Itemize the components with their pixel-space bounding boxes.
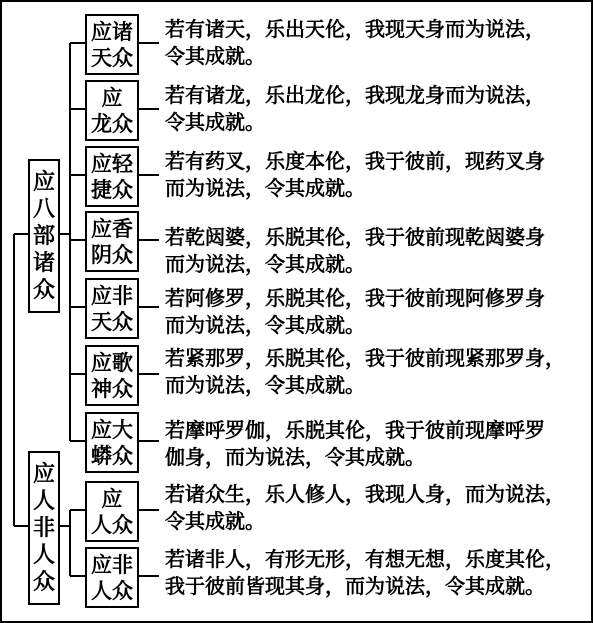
desc-line: 而为说法，令其成就。 bbox=[165, 313, 365, 337]
item-label-line: 天众 bbox=[91, 309, 133, 334]
desc-line: 若紧那罗，乐脱其伦，我于彼前现紧那罗身， bbox=[165, 346, 565, 370]
desc-line: 若摩呼罗伽，乐脱其伦，我于彼前现摩呼罗 bbox=[165, 418, 545, 442]
item-box-mahoragas bbox=[85, 412, 139, 473]
group-box-humans-nonhumans bbox=[28, 451, 60, 605]
desc-line: 而为说法，令其成就。 bbox=[165, 252, 365, 276]
group-char: 人 bbox=[32, 488, 55, 514]
group-char: 众 bbox=[32, 569, 55, 595]
item-desc-nonhumans bbox=[165, 546, 593, 600]
item-desc-mahoragas bbox=[165, 417, 593, 471]
desc-line: 令其成就。 bbox=[165, 44, 265, 68]
item-desc-gandharvas bbox=[165, 224, 593, 278]
item-label-line: 人众 bbox=[91, 512, 133, 537]
item-label-line: 应香 bbox=[91, 216, 133, 241]
desc-line: 若有诸龙，乐出龙伦，我现龙身而为说法， bbox=[165, 83, 545, 107]
item-desc-humans bbox=[165, 481, 593, 535]
item-desc-kinnaras bbox=[165, 345, 593, 399]
item-label-line: 应 bbox=[101, 85, 123, 110]
item-label-line: 应轻 bbox=[91, 151, 133, 176]
item-box-asuras bbox=[85, 278, 139, 339]
item-box-devas bbox=[85, 14, 139, 75]
desc-line: 若诸非人，有形无形，有想无想，乐度其伦， bbox=[165, 547, 565, 571]
group-char: 部 bbox=[32, 223, 55, 249]
group-char: 八 bbox=[32, 196, 55, 222]
item-label-line: 捷众 bbox=[91, 177, 133, 202]
desc-line: 伽身，而为说法，令其成就。 bbox=[165, 445, 425, 469]
group-char: 人 bbox=[32, 542, 55, 568]
item-desc-dragons bbox=[165, 82, 593, 136]
item-label-line: 龙众 bbox=[91, 111, 133, 136]
group-char: 非 bbox=[32, 515, 55, 541]
item-desc-devas bbox=[165, 16, 593, 70]
desc-line: 若诸众生，乐人修人，我现人身，而为说法， bbox=[165, 482, 565, 506]
desc-line: 令其成就。 bbox=[165, 509, 265, 533]
item-label-line: 应歌 bbox=[91, 350, 133, 375]
item-label-line: 蟒众 bbox=[91, 443, 133, 468]
item-label-line: 应非 bbox=[91, 552, 133, 577]
item-label-line: 天众 bbox=[91, 45, 133, 70]
item-label-line: 人众 bbox=[91, 578, 133, 603]
item-desc-asuras bbox=[165, 285, 593, 339]
item-box-yakshas bbox=[85, 146, 139, 207]
desc-line: 若阿修罗，乐脱其伦，我于彼前现阿修罗身 bbox=[165, 286, 545, 310]
desc-line: 我于彼前皆现其身，而为说法，令其成就。 bbox=[165, 574, 545, 598]
item-box-humans bbox=[85, 481, 139, 542]
item-label-line: 神众 bbox=[91, 376, 133, 401]
group-char: 应 bbox=[32, 169, 55, 195]
desc-line: 若有药叉，乐度本伦，我于彼前，现药叉身 bbox=[165, 149, 545, 173]
item-box-dragons bbox=[85, 80, 139, 141]
desc-line: 而为说法，令其成就。 bbox=[165, 176, 365, 200]
group-char: 诸 bbox=[32, 250, 55, 276]
item-box-gandharvas bbox=[85, 211, 139, 272]
item-label-line: 应 bbox=[101, 486, 123, 511]
desc-line: 若乾闼婆，乐脱其伦，我于彼前现乾闼婆身 bbox=[165, 225, 545, 249]
group-box-eight-classes bbox=[28, 159, 60, 313]
desc-line: 而为说法，令其成就。 bbox=[165, 373, 365, 397]
desc-line: 令其成就。 bbox=[165, 110, 265, 134]
group-char: 应 bbox=[32, 461, 55, 487]
item-desc-yakshas bbox=[165, 148, 593, 202]
item-label-line: 阴众 bbox=[91, 242, 133, 267]
desc-line: 若有诸天，乐出天伦，我现天身而为说法， bbox=[165, 17, 545, 41]
item-label-line: 应大 bbox=[91, 417, 133, 442]
item-label-line: 应诸 bbox=[91, 19, 133, 44]
item-box-kinnaras bbox=[85, 345, 139, 406]
item-box-nonhumans bbox=[85, 547, 139, 608]
group-char: 众 bbox=[32, 277, 55, 303]
item-label-line: 应非 bbox=[91, 283, 133, 308]
